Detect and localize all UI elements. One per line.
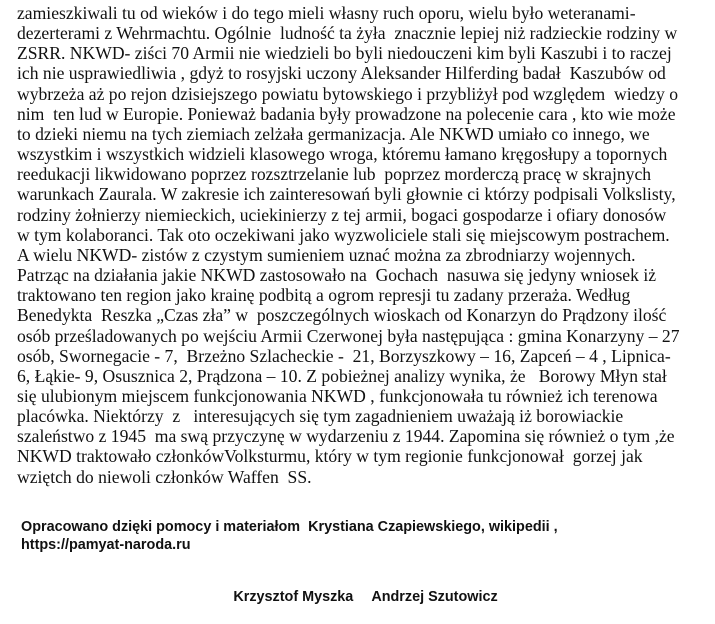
text-line: osób prześladowanych po wejściu Armii Czerwonej była następująca : gmina Konarzyny – 27 — [17, 325, 680, 346]
authors-line — [0, 570, 715, 624]
text-line: reedukacji likwidowano poprzez rozsztrzelanie lub poprzez morderczą pracę w skrajnych — [17, 164, 652, 185]
text-line: ZSRR. NKWD- ziści 70 Armii nie wiedzieli bo byli niedouczeni kim byli Kaszubi i to raczej — [17, 43, 672, 64]
text-line: wziętch do niewoli członków Waffen SS. — [17, 466, 312, 487]
body-paragraph — [17, 3, 715, 487]
text-line: zamieszkiwali tu od wieków i do tego mieli własny ruch oporu, wielu było weteranami- — [17, 3, 636, 23]
credits-line: Opracowano dzięki pomocy i materiałom Krystiana Czapiewskiego, wikipedii , — [21, 519, 558, 535]
text-line: się ulubionym miejscem funkcjonowania NKWD , funkcjonowała tu również ich terenowa — [17, 385, 658, 406]
text-line: Benedykta Reszka „Czas zła” w poszczególnych wioskach od Konarzyn do Prądzony ilość — [17, 305, 667, 326]
text-line: to dzieki niemu na tych ziemiach zelżała germanizacja. Ale NKWD umiało co innego, we — [17, 123, 650, 144]
text-line: szaleństwo z 1945 ma swą przyczynę w wydarzeniu z 1944. Zapomina się również o tym ,że — [17, 426, 675, 447]
text-line: osób, Swornegacie - 7, Brzeżno Szlacheckie - 21, Borzyszkowy – 16, Zapceń – 4 , Lipnica- — [17, 345, 671, 366]
text-line: rodziny żołnierzy niemieckich, uciekinierzy z tej armii, bogaci gospodarze i ofiary donosów — [17, 204, 667, 225]
text-line: warunkach Zaurala. W zakresie ich zainteresowań byli głownie ci którzy podpisali Volkslisty, — [17, 184, 676, 205]
text-line: w tym kolaboranci. Tak oto oczekiwani jako wyzwoliciele stali się miejscowym postrachem. — [17, 224, 670, 245]
text-line: 6, Łąkie- 9, Osusznica 2, Prądzona – 10. Z pobieżnej analizy wynika, że Borowy Młyn stał — [17, 365, 667, 386]
text-line: Patrząc na działania jakie NKWD zastosowało na Gochach nasuwa się jedyny wniosek iż — [17, 265, 657, 286]
author-name: Andrzej Szutowicz — [371, 589, 498, 605]
text-line: nim ten lud w Europie. Ponieważ badania były prowadzone na polecenie cara , kto wie może — [17, 103, 676, 124]
text-line: dezerterami z Wehrmachtu. Ogólnie ludność ta żyła znacznie lepiej niż radzieckie rodziny w — [17, 23, 678, 44]
text-line: NKWD traktowało członkówVolksturmu, który w tym regionie funkcjonował gorzej jak — [17, 446, 643, 467]
text-line: ich nie usprawiedliwia , gdyż to rosyjski uczony Aleksander Hilferding badał Kaszubów od — [17, 63, 666, 84]
text-line: A wielu NKWD- zistów z czystym sumieniem uznać można za zbrodniarzy wojennych. — [17, 244, 636, 265]
text-line: wybrzeża aż po rejon dzisiejszego powiatu bytowskiego i przybliżył pod względem wiedzy o — [17, 83, 679, 104]
text-line: wszystkim i wszystkich widzieli klasowego wroga, któremu łamano kręgosłupy a topornych — [17, 144, 668, 165]
credits-url: https://pamyat-naroda.ru — [21, 537, 191, 553]
text-line: traktowano ten region jako krainę podbitą a ogrom represji tu zadany przeraża. Według — [17, 285, 631, 306]
credits-note — [21, 518, 558, 554]
text-line: placówka. Niektórzy z interesujących się tym zagadnieniem uważają iż borowiackie — [17, 406, 624, 427]
author-name: Krzysztof Myszka — [233, 589, 354, 605]
